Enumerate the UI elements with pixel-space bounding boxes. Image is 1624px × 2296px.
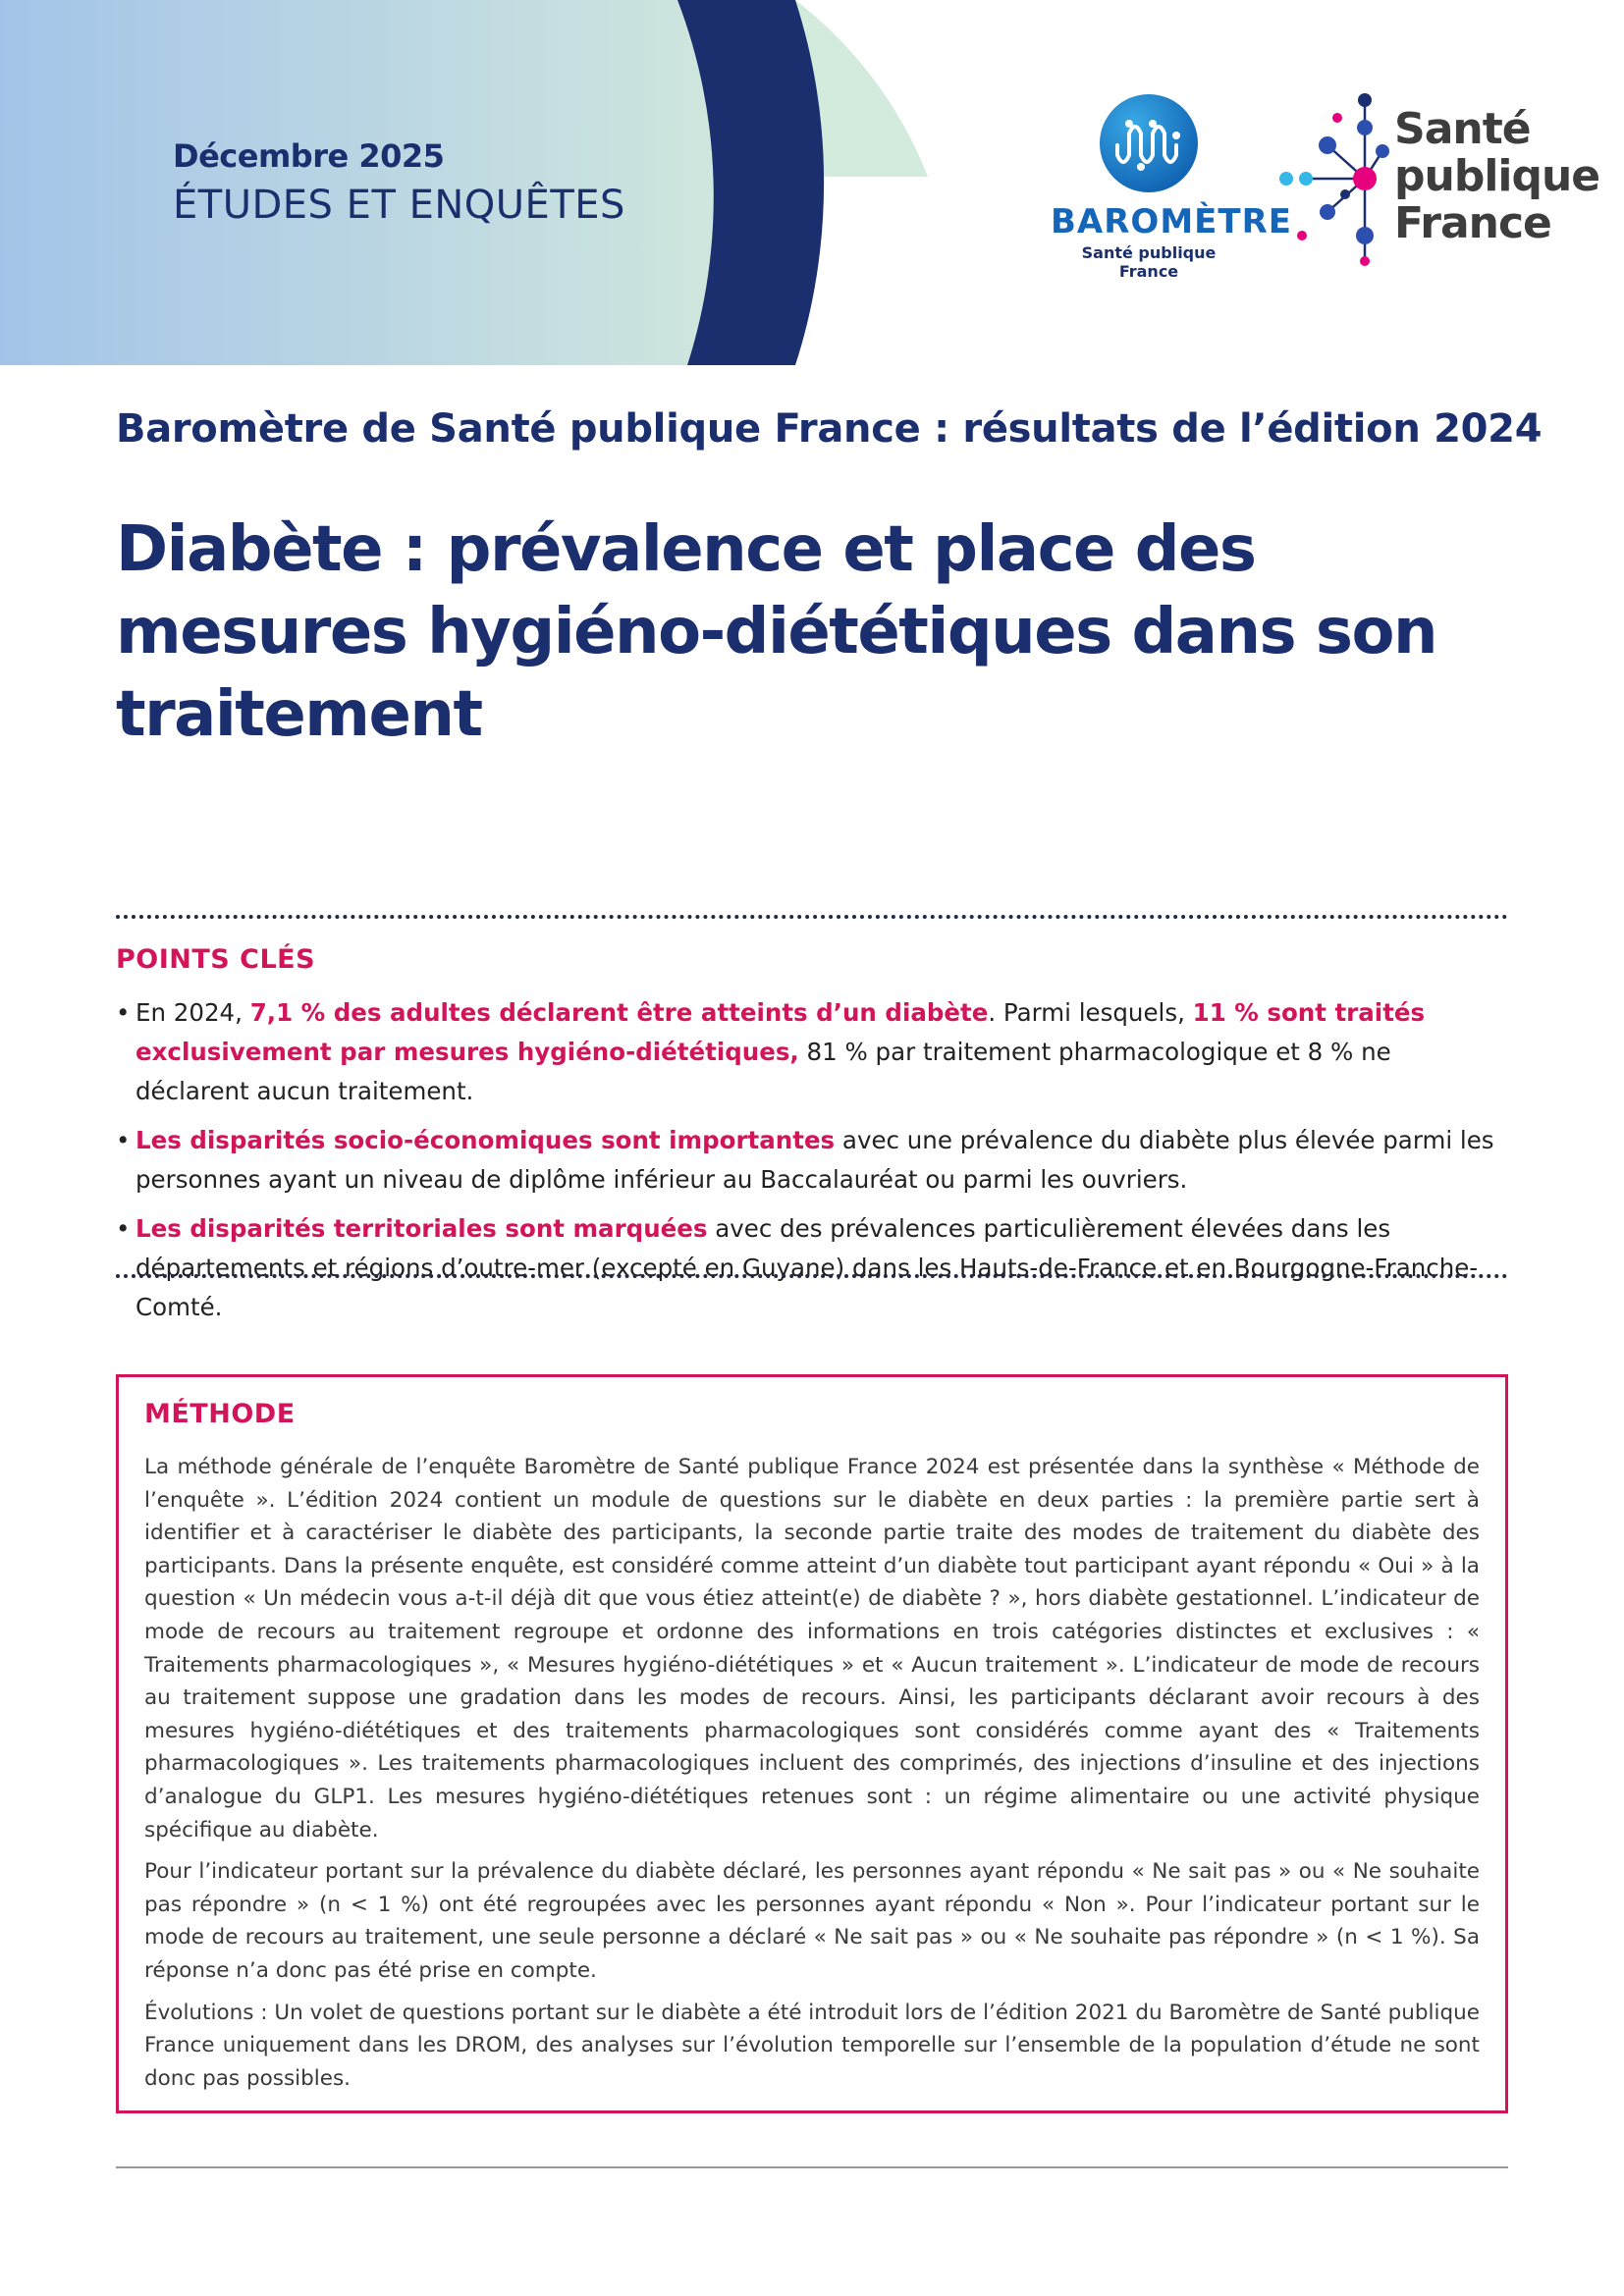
publication-series: ÉTUDES ET ENQUÊTES [173, 183, 625, 228]
key-point-highlight: Les disparités socio-économiques sont importantes [135, 1126, 836, 1154]
method-box [116, 1374, 1508, 2113]
method-paragraph: Évolutions : Un volet de questions portant sur le diabète a été introduit lors de l’édition 2021 du Baromètre de Santé publique France uniquement dans les DROM, des analyses sur l’évolution temporelle sur l’ensemble de la population d’étude ne sont donc pas possibles. [144, 2000, 1480, 2091]
publication-date: Décembre 2025 [173, 137, 445, 175]
key-point-highlight: 7,1 % des adultes déclarent être atteints d’un diabète [249, 998, 989, 1027]
barometre-logo-subtitle: Santé publique France [1081, 243, 1217, 281]
method-heading: MÉTHODE [144, 1399, 296, 1429]
report-subtitle: Baromètre de Santé publique France : résultats de l’édition 2024 [116, 406, 1543, 452]
report-title: Diabète : prévalence et place des mesures hygiéno-diététiques dans son traitement [116, 513, 1437, 751]
key-point-highlight: 11 % sont traités exclusivement par mesures hygiéno-diététiques, [135, 998, 1426, 1066]
key-points-bottom-divider [116, 1274, 1508, 1278]
spf-logo-line-1: Santé [1394, 104, 1531, 154]
key-points-heading: POINTS CLÉS [116, 944, 316, 975]
sante-publique-france-logo [1267, 88, 1600, 275]
bullet-marker: • [116, 998, 131, 1027]
barometre-logo [1051, 94, 1292, 281]
key-point-item: • Les disparités territoriales sont marquées avec des prévalences particulièrement élevées dans les départements et régions d’outre-mer (excepté en Guyane) dans les Hauts-de-France et en Bourgogne-Franche-Comté. [116, 1209, 1510, 1327]
spf-logo-line-2: publique [1394, 151, 1600, 201]
key-point-highlight: Les disparités territoriales sont marquées [135, 1214, 708, 1243]
barometre-logo-name: BAROMÈTRE [1051, 202, 1292, 241]
method-paragraph: La méthode générale de l’enquête Baromètre de Santé publique France 2024 est présentée dans la synthèse « Méthode de l’enquête ». L’édition 2024 contient un module de questions sur le diabète en deux parties : la première partie sert à identifier et à caractériser le diabète des participants, la seconde partie traite des modes de traitement du diabète des participants. Dans la présente enquête, est considéré comme atteint d’un diabète tout participant ayant répondu « Oui » à la question « Un médecin vous a-t-il déjà dit que vous étiez atteint(e) de diabète ? », hors diabète gestationnel. L’indicateur de mode de recours au traitement regroupe et ordonne des informations en trois catégories distinctes et exclusives : « Traitements pharmacologiques », « Mesures hygiéno-diététiques » et « Aucun traitement ». L’indicateur de mode de recours au traitement suppose une gradation dans les modes de recours. Ainsi, les participants déclarant avoir recours à des mesures hygiéno-diététiques et des traitements pharmacologiques sont considérés comme ayant des « Traitements pharmacologiques ». Les traitements pharmacologiques incluent des comprimés, des injections d’insuline et des injections d’analogue du GLP1. Les mesures hygiéno-diététiques retenues sont : un régime alimentaire ou une activité physique spécifique au diabète. [144, 1455, 1480, 1842]
footer-divider [116, 2166, 1508, 2168]
bullet-marker: • [116, 1214, 131, 1243]
sante-publique-france-network-icon [1267, 88, 1394, 275]
key-point-item: • En 2024, 7,1 % des adultes déclarent être atteints d’un diabète. Parmi lesquels, 11 % sont traités exclusivement par mesures hygiéno-diététiques, 81 % par traitement pharmacologique et 8 % ne déclarent aucun traitement. [116, 993, 1510, 1111]
key-points-list [116, 993, 1510, 1337]
key-point-item: • Les disparités socio-économiques sont importantes avec une prévalence du diabète plus élevée parmi les personnes ayant un niveau de diplôme inférieur au Baccalauréat ou parmi les ouvriers. [116, 1121, 1510, 1200]
spf-logo-line-3: France [1394, 198, 1551, 248]
bullet-marker: • [116, 1126, 131, 1154]
barometre-emblem-icon [1100, 94, 1198, 192]
key-points-top-divider [116, 915, 1508, 919]
method-paragraph: Pour l’indicateur portant sur la prévalence du diabète déclaré, les personnes ayant répondu « Ne sait pas » ou « Ne souhaite pas répondre » (n < 1 %) ont été regroupées avec les personnes ayant répondu « Non ». Pour l’indicateur portant sur le mode de recours au traitement, une seule personne a déclaré « Ne sait pas » ou « Ne souhaite pas répondre » (n < 1 %). Sa réponse n’a donc pas été prise en compte. [144, 1859, 1480, 1983]
